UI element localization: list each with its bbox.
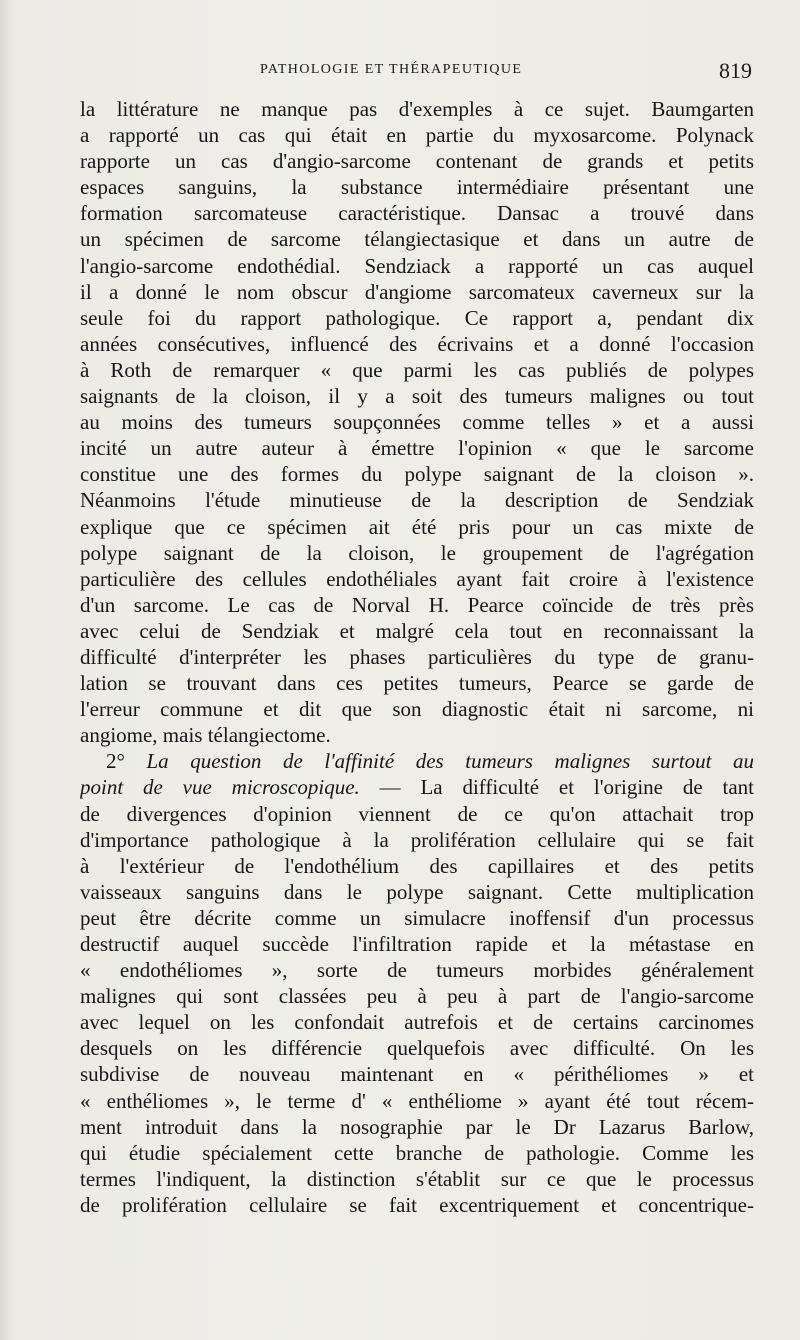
text-line: l'erreur commune et dit que son diagnostic était ni sarcome, ni xyxy=(80,697,754,722)
text-line: seule foi du rapport pathologique. Ce rapport a, pendant dix xyxy=(80,305,754,330)
text-line: avec celui de Sendziak et malgré cela tout en reconnaissant la xyxy=(80,618,754,643)
text-line: un spécimen de sarcome télangiectasique et dans un autre de xyxy=(80,227,754,252)
page-header xyxy=(84,58,754,88)
body-text xyxy=(80,96,754,1218)
text-line: de prolifération cellulaire se fait excentriquement et concentrique- xyxy=(80,1192,754,1217)
text-line: il a donné le nom obscur d'angiome sarcomateux caverneux sur la xyxy=(80,279,754,304)
text-line: constitue une des formes du polype saignant de la cloison ». xyxy=(80,462,754,487)
text-line: d'un sarcome. Le cas de Norval H. Pearce coïncide de très près xyxy=(80,592,754,617)
text-line: peut être décrite comme un simulacre inoffensif d'un processus xyxy=(80,905,754,930)
text-line: à Roth de remarquer « que parmi les cas publiés de polypes xyxy=(80,357,754,382)
text-line: au moins des tumeurs soupçonnées comme telles » et a aussi xyxy=(80,410,754,435)
text-line: polype saignant de la cloison, le groupement de l'agrégation xyxy=(80,540,754,565)
text-line: a rapporté un cas qui était en partie du myxosarcome. Polynack xyxy=(80,123,754,148)
text-line: saignants de la cloison, il y a soit des tumeurs malignes ou tout xyxy=(80,384,754,409)
text-line: angiome, mais télangiectome. xyxy=(80,723,331,748)
text-line: rapporte un cas d'angio-sarcome contenant de grands et petits xyxy=(80,149,754,174)
text-line: l'angio-sarcome endothédial. Sendziack a rapporté un cas auquel xyxy=(80,253,754,278)
text-line: subdivise de nouveau maintenant en « périthéliomes » et xyxy=(80,1062,754,1087)
text-line: destructif auquel succède l'infiltration rapide et la métastase en xyxy=(80,932,754,956)
text-line: desquels on les différencie quelquefois avec difficulté. On les xyxy=(80,1036,754,1061)
section-text-start: — La difficulté et l'origine de tant xyxy=(359,775,754,800)
section-heading-line xyxy=(80,774,754,800)
text-line: particulière des cellules endothéliales ayant fait croire à l'existence xyxy=(80,566,754,591)
text-line: lation se trouvant dans ces petites tumeurs, Pearce se garde de xyxy=(80,671,754,696)
section-number: 2° xyxy=(106,749,125,774)
text-line: espaces sanguins, la substance intermédiaire présentant une xyxy=(80,175,754,200)
text-line: avec lequel on les confondait autrefois et de certains carcinomes xyxy=(80,1010,754,1035)
text-line: malignes qui sont classées peu à peu à part de l'angio-sarcome xyxy=(80,984,754,1009)
running-title: PATHOLOGIE ET THÉRAPEUTIQUE xyxy=(260,62,523,77)
text-line: termes l'indiquent, la distinction s'établit sur ce que le processus xyxy=(80,1166,754,1191)
text-line: d'importance pathologique à la prolifération cellulaire qui se fait xyxy=(80,827,754,852)
section-heading-part-2: point de vue microscopique. xyxy=(80,775,360,800)
text-line: de divergences d'opinion viennent de ce qu'on attachait trop xyxy=(80,801,754,826)
text-line: vaisseaux sanguins dans le polype saignant. Cette multiplication xyxy=(80,879,754,904)
text-line: difficulté d'interpréter les phases particulières du type de granu- xyxy=(80,644,754,669)
text-line: la littérature ne manque pas d'exemples à ce sujet. Baumgarten xyxy=(80,97,754,121)
section-heading-line xyxy=(80,748,754,774)
text-line: qui étudie spécialement cette branche de pathologie. Comme les xyxy=(80,1140,754,1165)
text-line: Néanmoins l'étude minutieuse de la description de Sendziak xyxy=(80,488,754,513)
text-line: ment introduit dans la nosographie par le Dr Lazarus Barlow, xyxy=(80,1114,754,1139)
text-line: « enthéliomes », le terme d' « enthéliome » ayant été tout récem- xyxy=(80,1088,754,1113)
text-line: « endothéliomes », sorte de tumeurs morbides généralement xyxy=(80,958,754,983)
text-line: formation sarcomateuse caractéristique. Dansac a trouvé dans xyxy=(80,201,754,226)
text-line: à l'extérieur de l'endothélium des capillaires et des petits xyxy=(80,853,754,878)
section-heading-part-1: La question de l'affinité des tumeurs malignes surtout au xyxy=(146,749,754,774)
text-line: années consécutives, influencé des écrivains et a donné l'occasion xyxy=(80,331,754,356)
text-line: incité un autre auteur à émettre l'opinion « que le sarcome xyxy=(80,436,754,461)
text-line: explique que ce spécimen ait été pris pour un cas mixte de xyxy=(80,514,754,539)
page-number: 819 xyxy=(719,58,752,83)
